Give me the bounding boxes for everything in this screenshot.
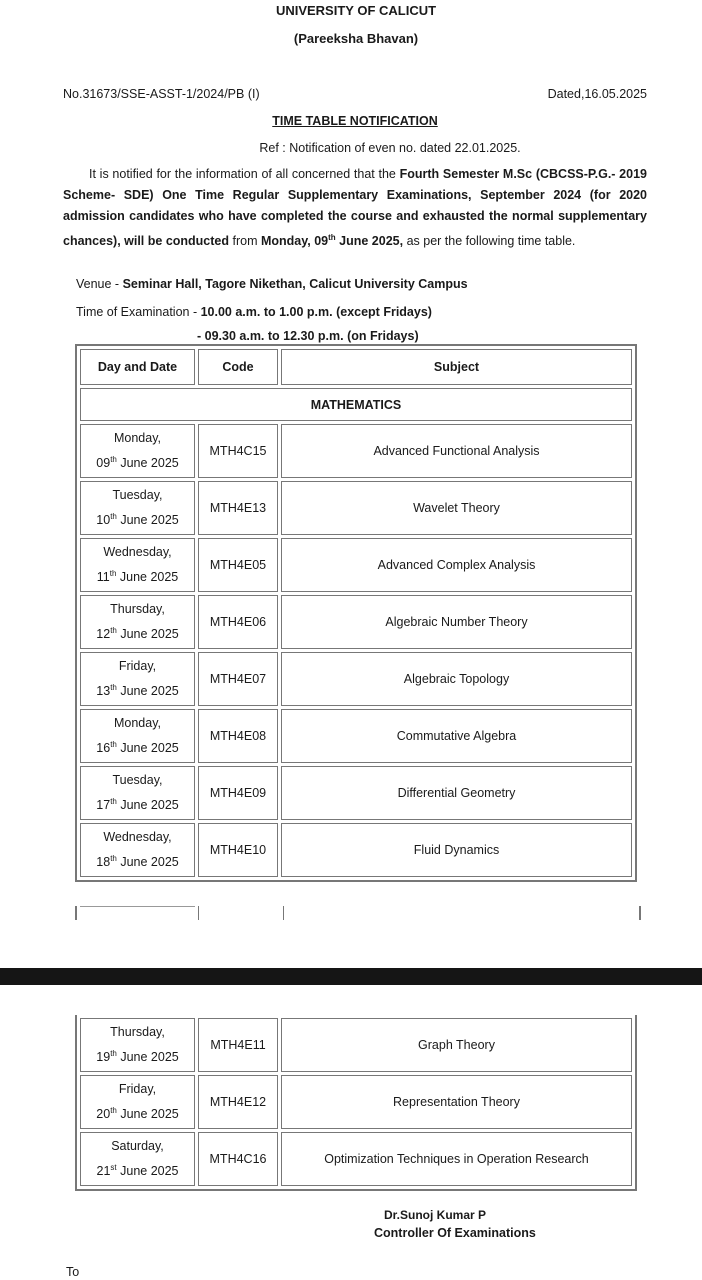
row-date-num: 19 [96,1050,111,1065]
row-code: MTH4E13 [198,481,278,535]
row-date-num: 17 [96,798,111,813]
row-date-suffix: th [110,797,117,807]
header-day-date: Day and Date [80,349,195,385]
intro-paragraph [63,164,647,252]
row-day-date [80,481,195,535]
university-title: UNIVERSITY OF CALICUT [275,3,437,18]
notification-date: Dated,16.05.2025 [547,87,647,101]
table-row [80,1132,632,1186]
intro-start-day: Monday, 09 [260,234,329,249]
notification-title: TIME TABLE NOTIFICATION [272,114,438,128]
row-code: MTH4E07 [198,652,278,706]
row-day-date [80,1075,195,1129]
reference-number: No.31673/SSE-ASST-1/2024/PB (I) [63,87,260,101]
row-code: MTH4C16 [198,1132,278,1186]
time-value-friday: - 09.30 a.m. to 12.30 p.m. (on Fridays) [197,329,419,343]
row-day-date [80,595,195,649]
timetable-page-2 [75,1015,637,1191]
to-line: To [66,1265,80,1279]
row-subject: Representation Theory [281,1075,632,1129]
row-code: MTH4E11 [198,1018,278,1072]
row-date-suffix: th [110,740,117,750]
table-row [80,424,632,478]
table-row [80,1075,632,1129]
row-date-num: 10 [96,513,111,528]
section-title: MATHEMATICS [80,388,632,421]
office-name: (Pareeksha Bhavan) [293,31,419,46]
row-subject: Commutative Algebra [281,709,632,763]
section-row [80,388,632,421]
signatory-name: Dr.Sunoj Kumar P [384,1208,487,1222]
time-value-regular: 10.00 a.m. to 1.00 p.m. (except Fridays) [200,305,432,319]
header-code: Code [198,349,278,385]
row-code: MTH4E06 [198,595,278,649]
row-day: Tuesday, [112,488,163,503]
row-date-num: 21 [96,1164,111,1179]
row-subject: Wavelet Theory [281,481,632,535]
row-subject: Advanced Functional Analysis [281,424,632,478]
row-code: MTH4C15 [198,424,278,478]
row-date-rest: June 2025 [116,513,179,528]
row-day: Wednesday, [103,545,172,560]
row-date-rest: June 2025 [116,741,179,756]
row-day-date [80,1018,195,1072]
row-date-suffix: th [110,512,117,522]
intro-text-3: as per the following time table. [403,234,576,249]
row-date-num: 11 [96,570,110,585]
row-subject: Fluid Dynamics [281,823,632,877]
row-date-suffix: th [110,626,117,636]
intro-exam-description: Fourth Semester M.Sc (CBCSS-P.G.- 2019 Scheme- SDE) One Time Regular Supplementary Examinations, September 2024 (for 2020 admission candidates who have completed the course and exhausted the normal supplementary chances), will be conducted [63,167,647,249]
row-date-num: 20 [96,1107,111,1122]
row-day-date [80,424,195,478]
row-day-date [80,538,195,592]
header-subject: Subject [281,349,632,385]
intro-text-2: from [229,234,261,249]
row-date-rest: June 2025 [116,798,179,813]
row-code: MTH4E08 [198,709,278,763]
page-1-table-continuation [75,906,641,920]
row-date-suffix: th [110,1106,117,1116]
table-row [80,652,632,706]
row-subject: Graph Theory [281,1018,632,1072]
table-row [80,481,632,535]
row-date-rest: June 2025 [116,1050,179,1065]
row-day: Friday, [118,659,157,674]
row-day: Saturday, [111,1139,164,1154]
row-code: MTH4E12 [198,1075,278,1129]
row-day-date [80,709,195,763]
row-date-num: 13 [96,684,111,699]
row-day: Tuesday, [112,773,163,788]
row-date-rest: June 2025 [116,684,179,699]
row-date-suffix: th [110,1049,117,1059]
row-day: Thursday, [110,1025,165,1040]
table-row [80,823,632,877]
row-date-rest: June 2025 [116,1164,179,1179]
row-date-num: 12 [96,627,111,642]
intro-start-suffix: th [328,233,336,242]
row-day-date [80,823,195,877]
row-date-rest: June 2025 [116,855,179,870]
row-code: MTH4E09 [198,766,278,820]
row-date-num: 09 [96,456,111,471]
row-date-suffix: th [109,569,117,579]
row-subject: Advanced Complex Analysis [281,538,632,592]
row-day-date [80,652,195,706]
row-subject: Differential Geometry [281,766,632,820]
signatory-designation: Controller Of Examinations [374,1226,536,1240]
row-date-num: 18 [96,855,111,870]
row-day-date [80,1132,195,1186]
row-code: MTH4E05 [198,538,278,592]
row-date-rest: June 2025 [116,570,179,585]
table-row [80,1018,632,1072]
row-date-rest: June 2025 [116,1107,179,1122]
row-day: Monday, [113,716,161,731]
table-row [80,766,632,820]
venue-line [76,277,468,291]
row-date-suffix: st [110,1163,117,1173]
row-date-rest: June 2025 [116,627,179,642]
ref-line: Ref : Notification of even no. dated 22.01.2025. [259,141,521,155]
table-row [80,538,632,592]
row-date-rest: June 2025 [116,456,179,471]
timetable-page-1 [75,344,637,882]
row-date-suffix: th [110,683,117,693]
row-subject: Optimization Techniques in Operation Research [281,1132,632,1186]
table-row [80,595,632,649]
row-date-num: 16 [96,741,111,756]
row-date-suffix: th [110,455,117,465]
intro-start-date [261,234,403,248]
time-label: Time of Examination - [76,305,201,319]
row-day-date [80,766,195,820]
exam-time-line [76,305,432,319]
row-code: MTH4E10 [198,823,278,877]
intro-start-rest: June 2025, [335,234,404,249]
table-row [80,709,632,763]
page-divider [0,968,702,985]
row-day: Thursday, [110,602,165,617]
row-day: Wednesday, [103,830,172,845]
row-date-suffix: th [110,854,117,864]
row-day: Monday, [113,431,161,446]
row-subject: Algebraic Number Theory [281,595,632,649]
venue-value: Seminar Hall, Tagore Nikethan, Calicut University Campus [122,277,468,291]
venue-label: Venue - [76,277,123,291]
row-subject: Algebraic Topology [281,652,632,706]
row-day: Friday, [118,1082,157,1097]
table-header-row [80,349,632,385]
intro-text-1: It is notified for the information of all concerned that the [89,167,400,181]
